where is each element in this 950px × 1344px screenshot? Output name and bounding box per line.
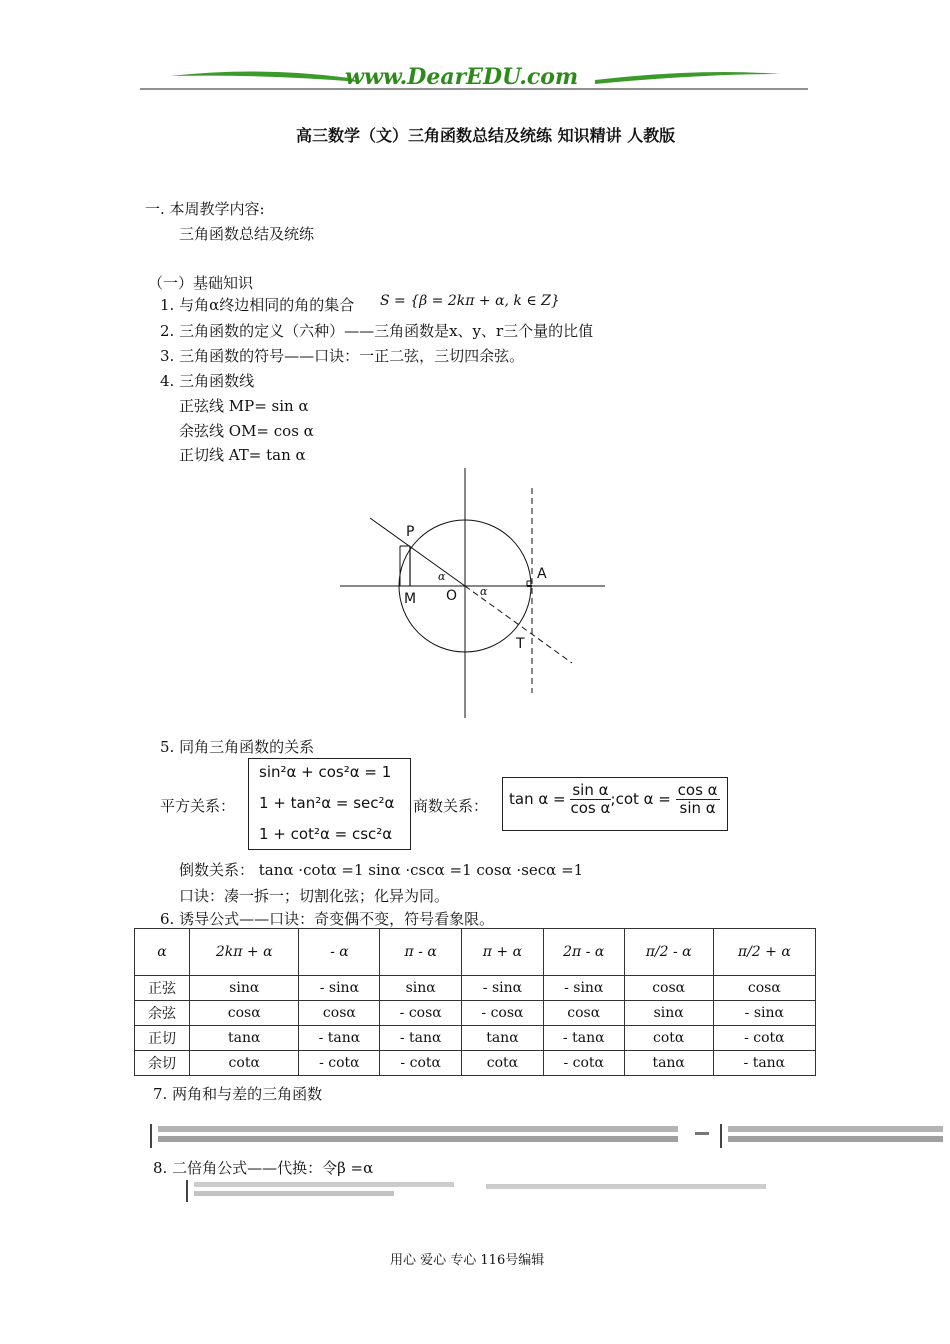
table-cell: cosα xyxy=(624,976,713,1001)
table-row xyxy=(135,1051,816,1076)
table-cell: - sinα xyxy=(462,976,544,1001)
label-M: M xyxy=(404,591,417,607)
quotient-formula xyxy=(509,782,720,817)
item-5-heading: 5. 同角三角函数的关系 xyxy=(160,738,315,756)
item-3: 3. 三角函数的符号——口诀：一正二弦，三切四余弦。 xyxy=(160,347,525,365)
table-cell: - tanα xyxy=(543,1026,624,1051)
square-formula-3: 1 + cot²α = csc²α xyxy=(259,825,393,843)
tan-num: sin α xyxy=(572,781,609,799)
tangent-line: 正切线 AT= tan α xyxy=(179,446,306,464)
mnemonic: 口诀：凑一拆一；切割化弦；化异为同。 xyxy=(179,887,450,905)
tan-fraction xyxy=(570,782,610,817)
item-4: 4. 三角函数线 xyxy=(160,372,255,390)
table-header: α xyxy=(135,929,190,976)
table-cell: - cotα xyxy=(543,1051,624,1076)
cot-eq: ;cot α = xyxy=(610,790,671,808)
square-formula-1: sin²α + cos²α = 1 xyxy=(259,763,392,781)
table-cell: cosα xyxy=(190,1001,299,1026)
table-cell: - cotα xyxy=(380,1051,462,1076)
page-title: 高三数学（文）三角函数总结及统练 知识精讲 人教版 xyxy=(296,126,676,145)
cot-den: sin α xyxy=(679,799,716,817)
set-formula: S = {β = 2kπ + α, k ∈ Z} xyxy=(380,293,560,309)
table-cell: - tanα xyxy=(299,1026,380,1051)
row-label: 正切 xyxy=(135,1026,190,1051)
tan-den: cos α xyxy=(570,799,611,817)
item-2: 2. 三角函数的定义（六种）——三角函数是x、y、r三个量的比值 xyxy=(160,322,594,340)
table-header: 2π - α xyxy=(543,929,624,976)
square-formula-2: 1 + tan²α = sec²α xyxy=(259,794,395,812)
table-cell: cosα xyxy=(713,976,815,1001)
table-cell: sinα xyxy=(190,976,299,1001)
label-O: O xyxy=(446,588,458,604)
garbled-formula-7 xyxy=(150,1122,945,1150)
footer-text: 用心 爱心 专心 116号编辑 xyxy=(390,1253,545,1268)
quotient-relation-label: 商数关系： xyxy=(413,797,489,815)
section2-heading: （一）基础知识 xyxy=(148,274,254,292)
table-cell: cosα xyxy=(299,1001,380,1026)
table-header: π/2 - α xyxy=(624,929,713,976)
sine-line: 正弦线 MP= sin α xyxy=(179,397,309,415)
unit-circle-diagram xyxy=(340,468,610,723)
label-alpha-1: α xyxy=(438,570,446,583)
table-cell: sinα xyxy=(380,976,462,1001)
table-cell: cotα xyxy=(190,1051,299,1076)
item-1: 1. 与角α终边相同的角的集合 xyxy=(160,296,355,314)
item-8-heading: 8. 二倍角公式——代换：令β =α xyxy=(153,1159,374,1177)
table-cell: tanα xyxy=(624,1051,713,1076)
table-cell: sinα xyxy=(624,1001,713,1026)
label-T: T xyxy=(516,636,525,652)
label-P: P xyxy=(406,524,415,540)
item-6-heading: 6. 诱导公式——口诀：奇变偶不变，符号看象限。 xyxy=(160,910,495,928)
table-row xyxy=(135,1001,816,1026)
garbled-formula-8 xyxy=(186,1178,786,1204)
table-cell: - sinα xyxy=(713,1001,815,1026)
table-cell: tanα xyxy=(462,1026,544,1051)
table-header: π/2 + α xyxy=(713,929,815,976)
item-7-heading: 7. 两角和与差的三角函数 xyxy=(153,1085,323,1103)
table-header: π - α xyxy=(380,929,462,976)
cosine-line: 余弦线 OM= cos α xyxy=(179,422,314,440)
tan-eq: tan α = xyxy=(509,790,566,808)
section1-heading: 一. 本周教学内容: xyxy=(145,200,265,218)
induction-table xyxy=(134,928,816,1076)
header-logo-text: www.DearEDU.com xyxy=(345,64,579,90)
square-relation-label: 平方关系： xyxy=(160,797,236,815)
table-cell: cosα xyxy=(543,1001,624,1026)
table-cell: - cotα xyxy=(713,1026,815,1051)
table-cell: - tanα xyxy=(380,1026,462,1051)
label-alpha-2: α xyxy=(480,585,488,598)
table-cell: - sinα xyxy=(299,976,380,1001)
label-A: A xyxy=(537,566,547,582)
row-label: 余弦 xyxy=(135,1001,190,1026)
cot-fraction xyxy=(676,782,720,817)
table-cell: - sinα xyxy=(543,976,624,1001)
row-label: 正弦 xyxy=(135,976,190,1001)
table-header: 2kπ + α xyxy=(190,929,299,976)
cot-num: cos α xyxy=(677,781,718,799)
table-header: - α xyxy=(299,929,380,976)
table-cell: - cotα xyxy=(299,1051,380,1076)
table-cell: - cosα xyxy=(380,1001,462,1026)
row-label: 余切 xyxy=(135,1051,190,1076)
table-header: π + α xyxy=(462,929,544,976)
table-cell: tanα xyxy=(190,1026,299,1051)
table-cell: - cosα xyxy=(462,1001,544,1026)
table-cell: cotα xyxy=(624,1026,713,1051)
table-row xyxy=(135,976,816,1001)
reciprocal-relation: 倒数关系： tanα ·cotα =1 sinα ·cscα =1 cosα ·secα =1 xyxy=(179,861,584,879)
table-cell: cotα xyxy=(462,1051,544,1076)
table-row xyxy=(135,1026,816,1051)
table-header-row xyxy=(135,929,816,976)
section1-content: 三角函数总结及统练 xyxy=(179,225,315,243)
table-cell: - tanα xyxy=(713,1051,815,1076)
